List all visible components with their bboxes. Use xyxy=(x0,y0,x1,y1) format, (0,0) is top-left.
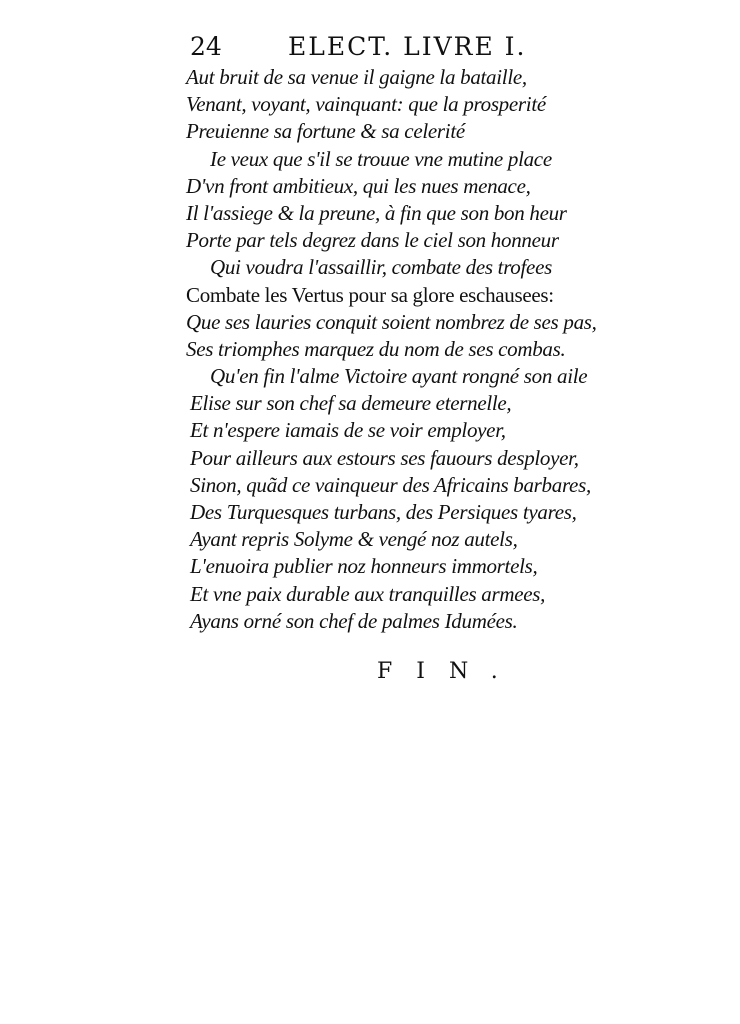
poem-line: Venant, voyant, vainquant: que la prosperité xyxy=(186,92,546,117)
poem-line: Ses triomphes marquez du nom de ses combas. xyxy=(186,336,566,361)
poem-line: L'enuoira publier noz honneurs immortels, xyxy=(190,554,538,579)
fin-mark: FIN. xyxy=(377,659,522,684)
poem-line: Que ses lauries conquit soient nombrez de ses pas, xyxy=(186,309,597,334)
poem-text xyxy=(186,64,676,635)
page-number: 24 xyxy=(190,32,222,61)
poem-line: Des Turquesques turbans, des Persiques tyares, xyxy=(190,500,577,524)
poem-line: D'vn front ambitieux, qui les nues menace, xyxy=(186,173,531,198)
poem-line: Qui voudra l'assaillir, combate des trofees xyxy=(210,255,552,280)
poem-line: Sinon, quãd ce vainqueur des Africains barbares, xyxy=(190,472,591,497)
poem-line: Et n'espere iamais de se voir employer, xyxy=(190,418,506,443)
poem-line: Et vne paix durable aux tranquilles armees, xyxy=(190,581,546,606)
poem-line: Pour ailleurs aux estours ses fauours desployer, xyxy=(190,445,579,470)
running-head xyxy=(190,30,570,64)
running-title: ELECT. LIVRE I. xyxy=(288,32,527,61)
poem-line: Il l'assiege & la preune, à fin que son bon heur xyxy=(186,200,567,225)
poem-line: Elise sur son chef sa demeure eternelle, xyxy=(190,391,512,416)
poem-line: Ayant repris Solyme & vengé noz autels, xyxy=(190,527,518,552)
poem-line: Aut bruit de sa venue il gaigne la bataille, xyxy=(186,65,527,89)
poem-line: Combate les Vertus pour sa glore eschausees: xyxy=(186,282,554,307)
poem-line: Qu'en fin l'alme Victoire ayant rongné son aile xyxy=(210,364,588,389)
poem-line: Preuienne sa fortune & sa celerité xyxy=(186,119,465,144)
poem-line: Porte par tels degrez dans le ciel son honneur xyxy=(186,228,559,253)
poem-line: Ayans orné son chef de palmes Idumées. xyxy=(190,608,518,633)
poem-line: Ie veux que s'il se trouue vne mutine place xyxy=(210,146,552,171)
